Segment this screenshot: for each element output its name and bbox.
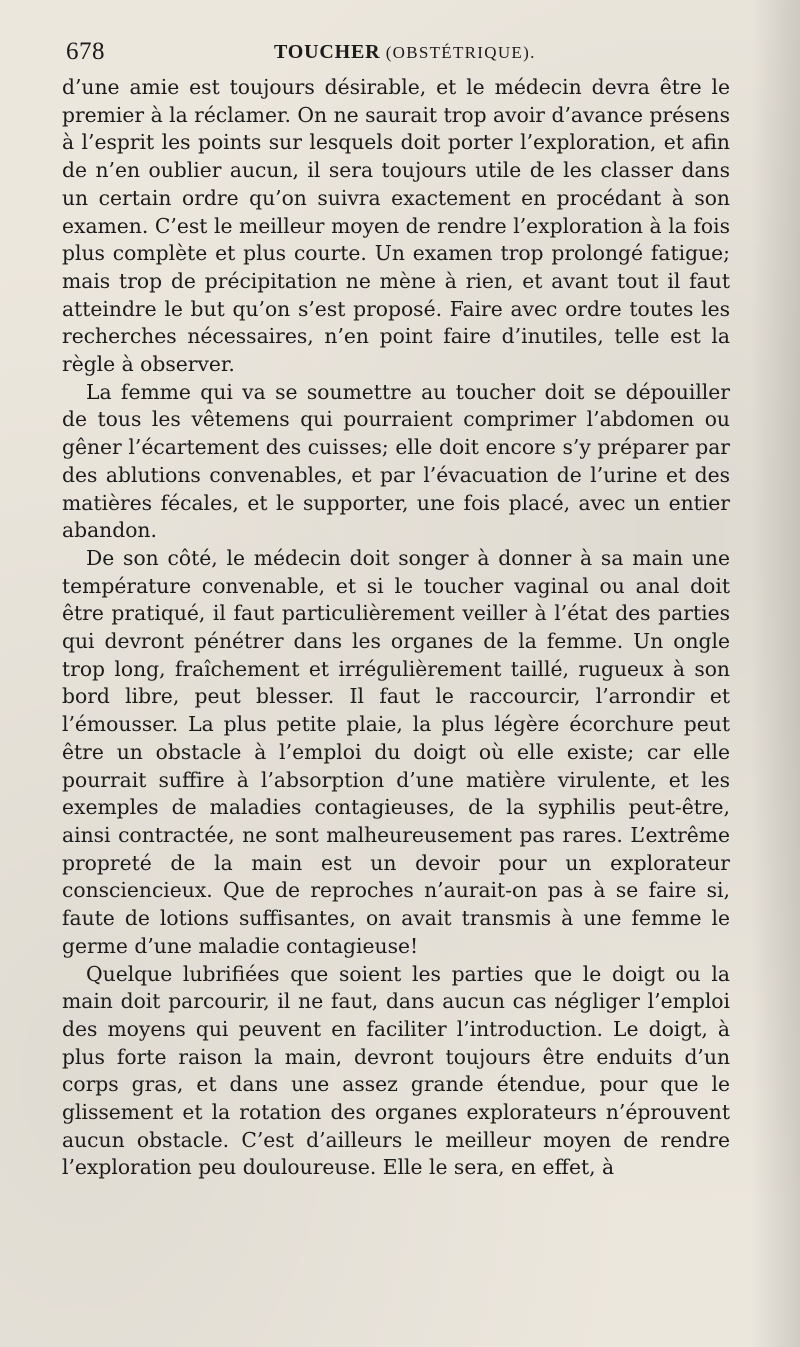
body-text: [62, 74, 730, 1182]
running-title-subtitle: (OBSTÉTRIQUE).: [385, 43, 536, 62]
page-edge-shadow: [750, 0, 800, 1347]
book-page: [62, 30, 730, 1182]
page-number: 678: [66, 38, 105, 65]
paragraph: La femme qui va se soumettre au toucher doit se dépouiller de tous les vêtemens qui pourraient comprimer l’abdomen ou gêner l’écartement des cuisses; elle doit encore s’y préparer par des ablutions convenables, et par l’évacuation de l’urine et des matières fécales, et le supporter, une fois placé, avec un entier abandon.: [62, 379, 730, 543]
running-title: [274, 41, 536, 64]
paragraph: Quelque lubrifiées que soient les parties que le doigt ou la main doit parcourir, il ne faut, dans aucun cas négliger l’emploi des moyens qui peuvent en faciliter l’introduction. Le doigt, à plus forte raison la main, devront toujours être enduits d’un corps gras, et dans une assez grande étendue, pour que le glissement et la rotation des organes explorateurs n’éprouvent aucun obstacle. C’est d’ailleurs le meilleur moyen de rendre l’exploration peu douloureuse. Elle le sera, en effet, à: [62, 961, 730, 1180]
paragraph: d’une amie est toujours désirable, et le médecin devra être le premier à la réclamer. On ne saurait trop avoir d’avance présens à l’esprit les points sur lesquels doit porter l’exploration, et afin de n’en oublier aucun, il sera toujours utile de les classer dans un certain ordre qu’on suivra exactement en procédant à son examen. C’est le meilleur moyen de rendre l’exploration à la fois plus complète et plus courte. Un examen trop prolongé fatigue; mais trop de précipitation ne mène à rien, et avant tout il faut atteindre le but qu’on s’est proposé. Faire avec ordre toutes les recherches nécessaires, n’en point faire d’inutiles, telle est la règle à observer.: [62, 75, 730, 377]
running-title-main: TOUCHER: [274, 41, 381, 63]
running-head: [62, 30, 730, 74]
paragraph: De son côté, le médecin doit songer à donner à sa main une température convenable, et si le toucher vaginal ou anal doit être pratiqué, il faut particulièrement veiller à l’état des parties qui devront pénétrer dans les organes de la femme. Un ongle trop long, fraîchement et irrégulièrement taillé, rugueux à son bord libre, peut blesser. Il faut le raccourcir, l’arrondir et l’émousser. La plus petite plaie, la plus légère écorchure peut être un obstacle à l’emploi du doigt où elle existe; car elle pourrait suffire à l’absorption d’une matière virulente, et les exemples de maladies contagieuses, de la syphilis peut-être, ainsi contractée, ne sont malheureusement pas rares. L’extrême propreté de la main est un devoir pour un explorateur consciencieux. Que de reproches n’aurait-on pas à se faire si, faute de lotions suffisantes, on avait transmis à une femme le germe d’une maladie contagieuse!: [62, 545, 730, 958]
